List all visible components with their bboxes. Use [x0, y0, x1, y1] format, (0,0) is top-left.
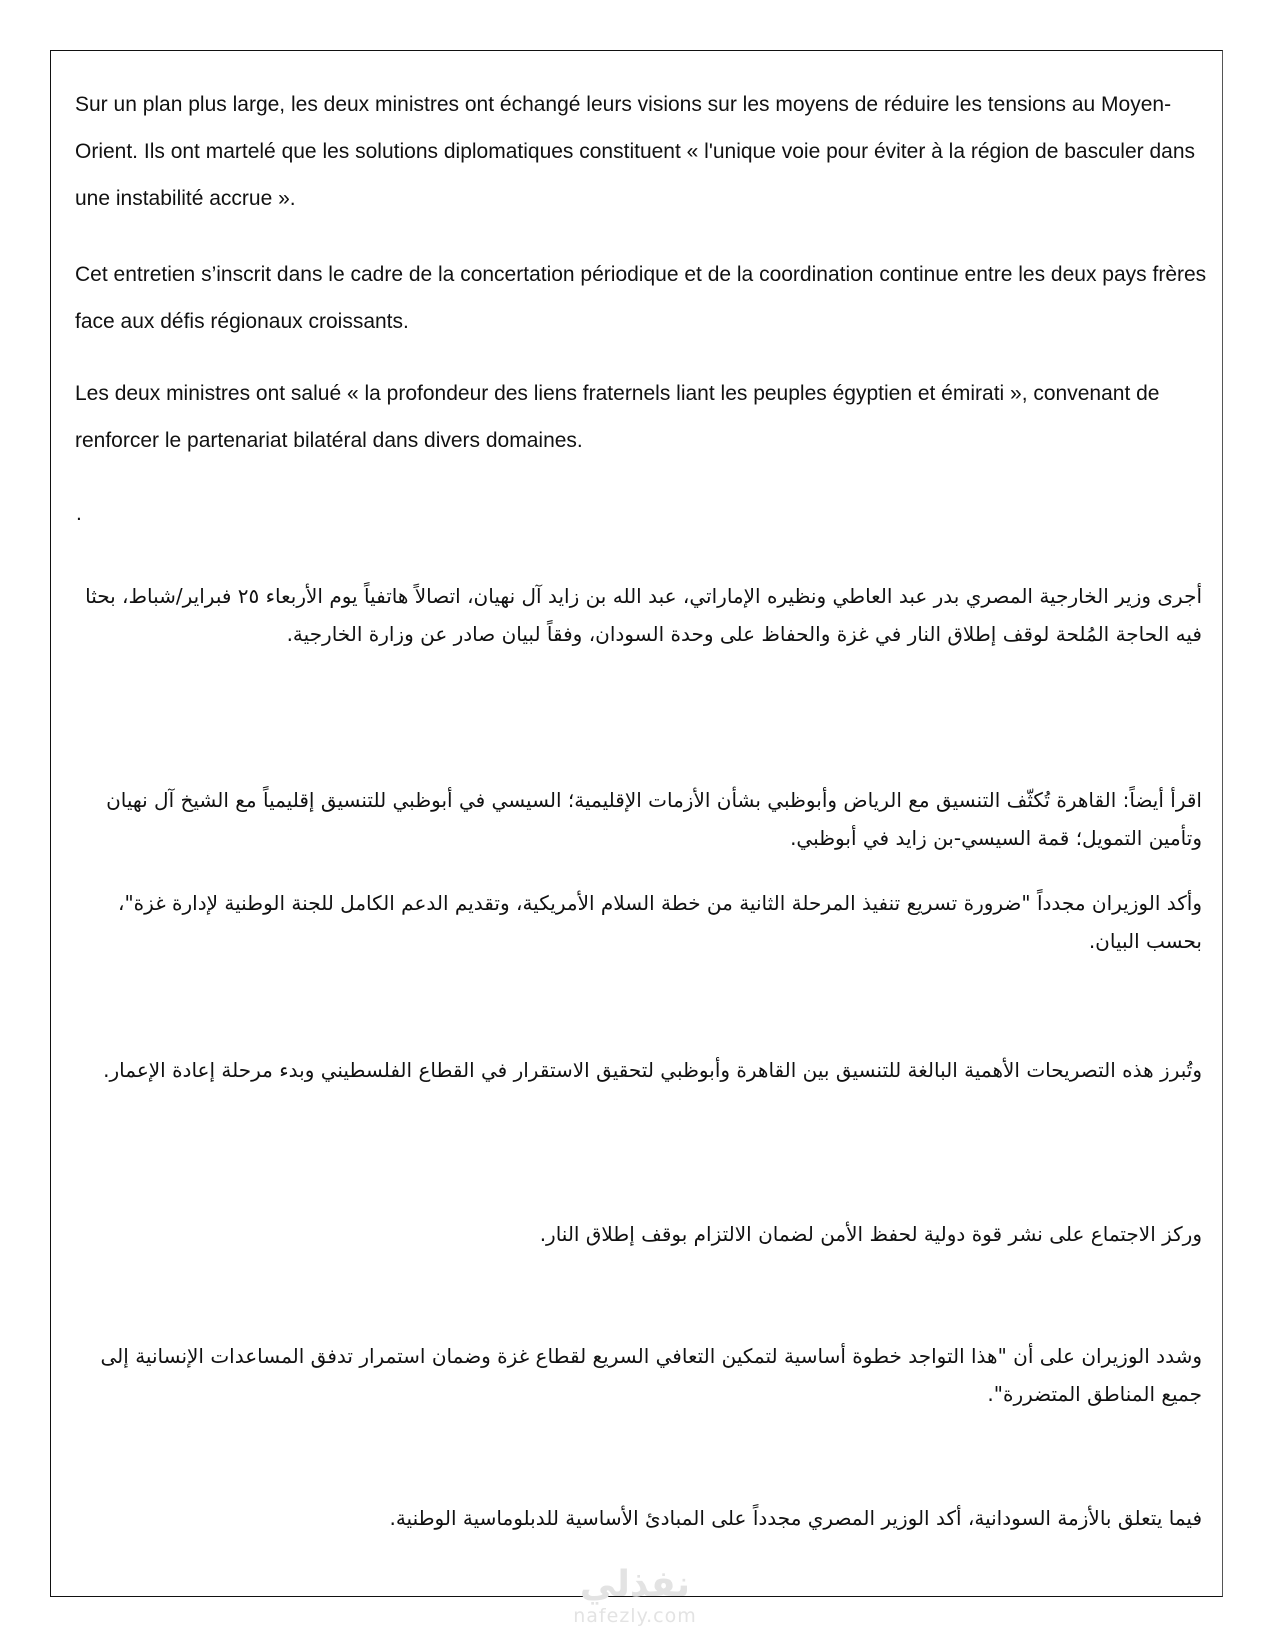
french-paragraph-2: Cet entretien s’inscrit dans le cadre de la concertation périodique et de la coordination continue entre les deux pays frères face aux défis régionaux croissants.: [75, 263, 1207, 333]
watermark-arabic: نفذلي: [579, 1564, 691, 1605]
arabic-read-also-paragraph: اقرأ أيضاً: القاهرة تُكثّف التنسيق مع الرياض وأبوظبي بشأن الأزمات الإقليمية؛ السيسي في أبوظبي للتنسيق إقليمياً مع الشيخ آل نهيان وتأمين التمويل؛ قمة السيسي-بن زايد في أبوظبي.: [106, 788, 1202, 850]
arabic-paragraph-3: وأكد الوزيران مجدداً "ضرورة تسريع تنفيذ المرحلة الثانية من خطة السلام الأمريكية، وتقديم الدعم الكامل للجنة الوطنية لإدارة غزة"، بحسب البيان.: [118, 891, 1202, 953]
arabic-paragraph-5: وركز الاجتماع على نشر قوة دولية لحفظ الأمن لضمان الالتزام بوقف إطلاق النار.: [539, 1222, 1202, 1246]
french-paragraph-3: Les deux ministres ont salué « la profondeur des liens fraternels liant les peuples égyptien et émirati », convenant de renforcer le partenariat bilatéral dans divers domaines.: [75, 382, 1160, 452]
arabic-paragraph-7: فيما يتعلق بالأزمة السودانية، أكد الوزير المصري مجدداً على المبادئ الأساسية للدبلوماسية الوطنية.: [389, 1506, 1202, 1530]
watermark: [555, 1565, 715, 1627]
arabic-paragraph-6: وشدد الوزيران على أن "هذا التواجد خطوة أساسية لتمكين التعافي السريع لقطاع غزة وضمان استمرار تدفق المساعدات الإنسانية إلى جميع المناطق المتضررة".: [100, 1344, 1202, 1406]
separator-dot: .: [76, 502, 82, 525]
french-paragraph-1: Sur un plan plus large, les deux ministres ont échangé leurs visions sur les moyens de réduire les tensions au Moyen-Orient. Ils ont martelé que les solutions diplomatiques constituent « l'unique voie pour éviter à la région de basculer dans une instabilité accrue ».: [75, 93, 1195, 210]
watermark-url: nafezly.com: [573, 1605, 697, 1627]
arabic-paragraph-4: وتُبرز هذه التصريحات الأهمية البالغة للتنسيق بين القاهرة وأبوظبي لتحقيق الاستقرار في القطاع الفلسطيني وبدء مرحلة إعادة الإعمار.: [103, 1058, 1202, 1082]
arabic-paragraph-1: أجرى وزير الخارجية المصري بدر عبد العاطي ونظيره الإماراتي، عبد الله بن زايد آل نهيان، اتصالاً هاتفياً يوم الأربعاء ٢٥ فبراير/شباط، بحثا فيه الحاجة المُلحة لوقف إطلاق النار في غزة والحفاظ على وحدة السودان، وفقاً لبيان صادر عن وزارة الخارجية.: [85, 584, 1202, 646]
